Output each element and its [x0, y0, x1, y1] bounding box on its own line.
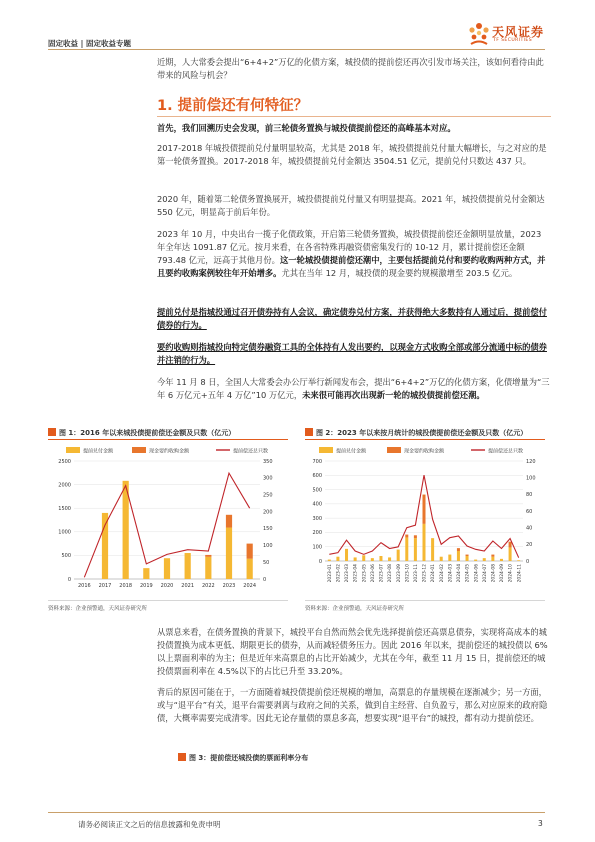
section-title: 1. 提前偿还有何特征？ [157, 98, 309, 114]
x-tick-label: 2023-04 [353, 564, 359, 583]
bar-early-redemption [491, 557, 494, 561]
bar-early-redemption [205, 557, 211, 579]
intro-paragraph: 近期，人大常委会提出“6+4+2”万亿的化债方案，城投债的提前偿还再次引发市场关注，该如何看待由此带来的风险与机会？ [157, 57, 544, 80]
bar-early-redemption [328, 560, 331, 561]
figure-1-title: 图 1：2016 年以来城投债提前偿还金额及只数（亿元） [48, 428, 235, 438]
figure-3-title: 图 3：提前偿还城投债的票面利率分布 [178, 753, 308, 763]
paragraph-2023-text-a: 2023 年 10 月，中央出台一揽子化债政策，开启第三轮债务置换，城投债提前偿还金额明显放量，2023 年全年达 1091.87 亿元。按月来看，在各省特殊再融资债密集发行的 10-12 月，累计提前偿还金额 793.48 亿元，远高于其他月份。 [157, 229, 542, 265]
y-tick-left: 700 [312, 458, 322, 465]
paragraph-coupon: 从票息来看，在债务置换的背景下，城投平台自然而然会优先选择提前偿还高票息债券，实现将高成本的城投债置换为成本更低、期限更长的债券，从而减轻债务压力。因此 2016 年以来，提前偿还的城投债以 6%以上票面利率的为主；但是近年来高票息的占比开始减少，尤其在今年，截至 11 月 15 日，提前偿还的城投债票面利率在 4.5%以下的占比已升至 33.20%。 [157, 627, 548, 676]
y-tick-left: 300 [312, 515, 322, 522]
brand-name-en: TF SECURITIES [493, 38, 533, 43]
bar-tender-offer [226, 515, 232, 528]
y-tick-right: 0 [526, 558, 530, 565]
y-tick-right: 20 [526, 542, 533, 549]
figure-1-chart [48, 441, 288, 600]
y-tick-right: 60 [526, 508, 533, 515]
bar-tender-offer [422, 495, 425, 524]
x-tick-label: 2023 [222, 583, 236, 589]
paragraph-2020: 2020 年，随着第二轮债务置换展开，城投债提前兑付量又有明显提高。2021 年，城投债提前兑付金额达 550 亿元，明显高于前后年份。 [157, 194, 545, 217]
x-tick-label: 2024-08 [491, 564, 497, 583]
figure-1-source-divider [48, 600, 288, 601]
x-tick-label: 2024-10 [508, 564, 514, 583]
bar-early-redemption [185, 553, 191, 579]
figure-2-title: 图 2：2023 年以来按月统计的城投债提前偿还金额及只数（亿元） [305, 428, 527, 438]
figure-tag-icon [305, 428, 313, 436]
brand-name: 天风证券 [492, 25, 545, 39]
x-tick-label: 2024-06 [474, 564, 480, 583]
figure-1-svg [48, 441, 288, 596]
bar-early-redemption [405, 537, 408, 561]
x-tick-label: 2016 [77, 583, 91, 589]
y-tick-right: 0 [263, 576, 267, 583]
y-tick-left: 200 [312, 530, 322, 537]
x-tick-label: 2024-11 [517, 564, 523, 583]
y-tick-left: 500 [312, 487, 322, 494]
brand-logo-icon [467, 20, 491, 48]
y-tick-right: 50 [263, 559, 270, 566]
legend-swatch [387, 447, 401, 453]
figure-2-source-divider [305, 600, 545, 601]
x-tick-label: 2023-07 [379, 564, 385, 583]
bar-early-redemption [500, 559, 503, 561]
bar-tender-offer [466, 555, 469, 556]
bar-early-redemption [379, 556, 382, 561]
legend-label: 现金要约收购金额 [149, 448, 190, 455]
paragraph-policy-text: 今年 11 月 8 日，全国人大常委会办公厅举行新闻发布会，提出“6+4+2”万亿的化债方案，化债增量为“三年 6 万亿元+五年 4 万亿”10 万亿元， [157, 377, 550, 400]
figure-2-source: 资料来源：企业预警通，天风证券研究所 [305, 606, 405, 612]
bar-tender-offer [247, 544, 253, 559]
page-header [0, 0, 595, 62]
figure-2-svg [305, 441, 545, 596]
bar-early-redemption [371, 558, 374, 561]
footer-divider [48, 812, 545, 813]
bar-early-redemption [474, 560, 477, 561]
legend-label: 提前兑付金额 [83, 448, 114, 455]
x-tick-label: 2023-01 [327, 564, 333, 583]
bar-early-redemption [164, 558, 170, 579]
bar-tender-offer [205, 555, 211, 557]
x-tick-label: 2023-02 [336, 564, 342, 583]
bar-early-redemption [466, 556, 469, 561]
bar-early-redemption [422, 524, 425, 561]
x-tick-label: 2023-10 [405, 564, 411, 583]
bar-early-redemption [414, 538, 417, 561]
x-tick-label: 2023-11 [413, 564, 419, 583]
figure-tag-icon [48, 428, 56, 436]
lead-paragraph: 首先，我们回溯历史会发现，前三轮债务置换与城投债提前偿还的高峰基本对应。 [157, 123, 456, 133]
figure-2-chart [305, 441, 545, 600]
bar-tender-offer [405, 535, 408, 538]
bar-early-redemption [345, 549, 348, 561]
y-tick-left: 2000 [58, 482, 71, 489]
paragraph-reasons: 背后的原因可能在于，一方面随着城投债提前偿还规模的增加，高票息的存量规模在逐渐减少；另一方面，或与“退平台”有关，退平台需要剥离与政府之间的关系，做到自主经营、自负盈亏，那么对应原来的政府隐债，大概率需要完成清零。因此无论存量债的票息多高，想要实现“退平台”的城投，都有动力提前偿还。 [157, 687, 548, 723]
bar-early-redemption [247, 559, 253, 579]
x-tick-label: 2024-07 [482, 564, 488, 583]
definition-tender-offer: 要约收购则指城投向特定债券融资工具的全体持有人发出要约，以现金方式收购全部或部分流通中标的债券并注销的行为。 [157, 342, 547, 365]
bar-early-redemption [431, 538, 434, 561]
x-tick-label: 2023-08 [388, 564, 394, 583]
legend-swatch [132, 447, 146, 453]
bar-early-redemption [226, 528, 232, 579]
y-tick-left: 2500 [58, 458, 71, 465]
paragraph-2023-text-c: 尤其在当年 12 月，城投债的现金要约规模激增至 203.5 亿元。 [281, 268, 518, 278]
x-tick-label: 2024-02 [439, 564, 445, 583]
bar-early-redemption [457, 551, 460, 561]
x-tick-label: 2023-09 [396, 564, 402, 583]
bar-tender-offer [491, 555, 494, 557]
bar-early-redemption [509, 547, 512, 561]
figure-1-divider [48, 439, 288, 440]
y-tick-right: 80 [526, 492, 533, 499]
y-tick-left: 100 [312, 544, 322, 551]
figure-tag-icon [178, 753, 186, 761]
y-tick-right: 350 [263, 458, 273, 465]
bar-early-redemption [517, 560, 520, 561]
footer-disclaimer[interactable]: 请务必阅读正文之后的信息披露和免责申明 [78, 820, 221, 829]
y-tick-right: 150 [263, 526, 273, 533]
page-number: 3 [538, 819, 543, 828]
y-tick-left: 500 [61, 553, 71, 560]
y-tick-right: 300 [263, 475, 273, 482]
bar-early-redemption [388, 557, 391, 561]
y-tick-right: 100 [263, 543, 273, 550]
paragraph-2023-emphasis: 这一轮城投债提前偿还潮中，主要包括提前兑付和要约收购两种方式，并且要约收购案例较往年开始增多。 [157, 255, 546, 278]
paragraph-2017-2018: 2017-2018 年城投债提前兑付量明显较高，尤其是 2018 年，城投债提前兑付量大幅增长，与之对应的是第一轮债务置换。2017-2018 年，城投债提前兑付金额达 3504.51 亿元，提前兑付只数达 437 只。 [157, 143, 547, 166]
y-tick-left: 600 [312, 473, 322, 480]
y-tick-right: 250 [263, 492, 273, 499]
bar-early-redemption [143, 568, 149, 579]
bar-early-redemption [483, 558, 486, 561]
legend-label: 提前偿还总只数 [488, 448, 524, 455]
definition-early-redemption: 提前兑付是指城投通过召开债券持有人会议，确定债券兑付方案，并获得绝大多数持有人通过后，提前偿付债券的行为。 [157, 307, 547, 330]
legend-swatch [319, 447, 333, 453]
x-tick-label: 2020 [160, 583, 174, 589]
x-tick-label: 2024-01 [431, 564, 437, 583]
paragraph-policy-emphasis: 未来很可能再次出现新一轮的城投债提前偿还潮。 [302, 390, 485, 400]
paragraph-policy [157, 376, 551, 402]
y-tick-right: 200 [263, 509, 273, 516]
y-tick-left: 0 [67, 576, 71, 583]
legend-label: 提前偿还总只数 [233, 448, 269, 455]
x-tick-label: 2023-12 [422, 564, 428, 583]
x-tick-label: 2024-09 [500, 564, 506, 583]
x-tick-label: 2021 [181, 583, 195, 589]
y-tick-left: 1500 [58, 506, 71, 512]
legend-label: 提前兑付金额 [336, 448, 367, 455]
section-label: 固定收益 | 固定收益专题 [48, 39, 131, 48]
x-tick-label: 2023-06 [370, 564, 376, 583]
bar-early-redemption [362, 555, 365, 561]
x-tick-label: 2024-05 [465, 564, 471, 583]
bar-early-redemption [354, 557, 357, 561]
legend-swatch [66, 447, 80, 453]
x-tick-label: 2024-03 [448, 564, 454, 583]
bar-early-redemption [336, 557, 339, 561]
bar-tender-offer [414, 535, 417, 538]
bar-early-redemption [397, 550, 400, 561]
header-divider [48, 49, 545, 50]
y-tick-right: 100 [526, 475, 536, 482]
y-tick-right: 40 [526, 525, 533, 532]
x-tick-label: 2017 [98, 583, 112, 589]
bar-early-redemption [102, 513, 108, 579]
legend-label: 现金要约收购金额 [404, 448, 445, 455]
bar-tender-offer [509, 542, 512, 548]
x-tick-label: 2024-04 [457, 564, 463, 583]
section-title-divider [157, 116, 551, 117]
y-tick-left: 400 [312, 501, 322, 508]
y-tick-right: 120 [526, 458, 536, 465]
figure-2-divider [305, 439, 545, 440]
x-tick-label: 2023-05 [362, 564, 368, 583]
x-tick-label: 2018 [119, 583, 133, 589]
y-tick-left: 1000 [58, 529, 71, 536]
x-tick-label: 2024 [243, 583, 257, 589]
figure-1-source: 资料来源：企业预警通，天风证券研究所 [48, 606, 148, 612]
x-tick-label: 2019 [139, 583, 153, 589]
bar-early-redemption [448, 555, 451, 561]
bar-early-redemption [440, 557, 443, 561]
x-tick-label: 2023-03 [345, 564, 351, 583]
x-tick-label: 2022 [201, 583, 215, 589]
y-tick-left: 0 [318, 558, 322, 565]
paragraph-2023 [157, 228, 551, 280]
bar-tender-offer [457, 548, 460, 551]
